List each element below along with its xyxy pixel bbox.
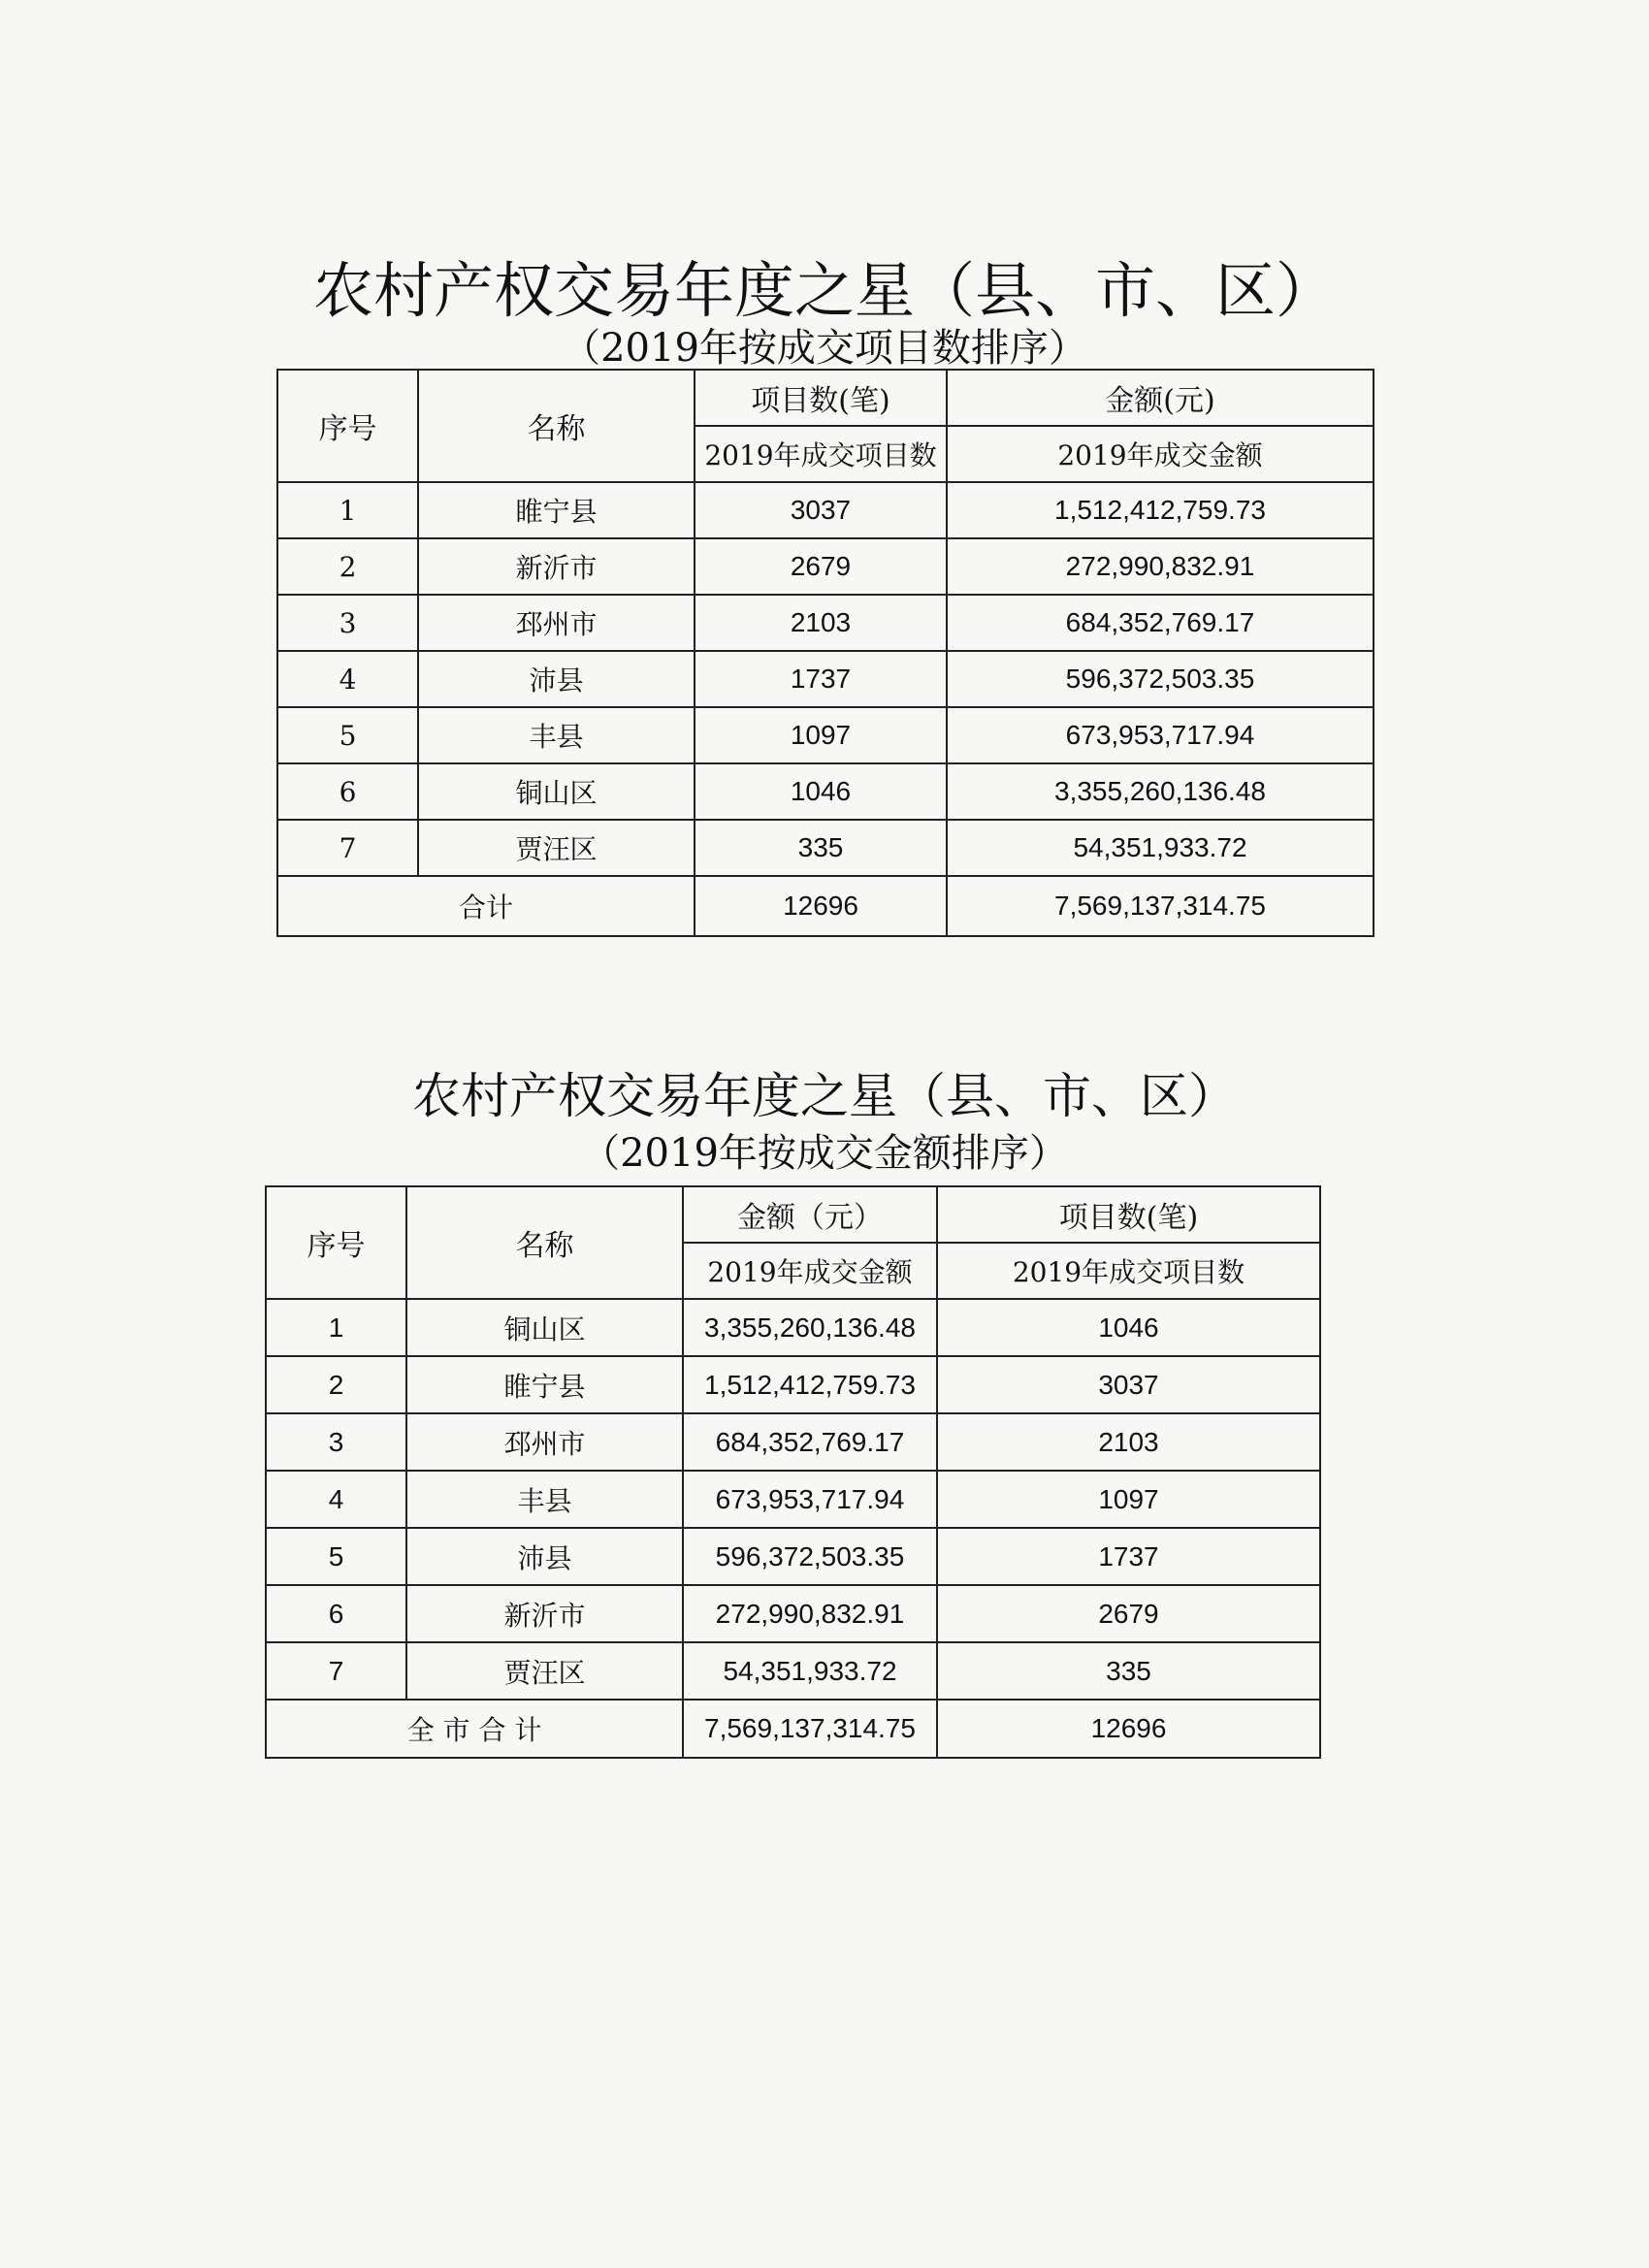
table2-row3-seq: 3 bbox=[266, 1413, 406, 1471]
table2-header-count: 项目数(笔) bbox=[937, 1186, 1320, 1243]
table2-subtitle: （2019年按成交金额排序） bbox=[581, 1131, 1068, 1176]
table1-total-count: 12696 bbox=[695, 876, 947, 936]
table2-row2-amount: 1,512,412,759.73 bbox=[683, 1356, 937, 1413]
table1-row2-seq: 2 bbox=[277, 538, 418, 595]
table2-row1-count: 1046 bbox=[937, 1299, 1320, 1356]
table2-row3-count: 2103 bbox=[937, 1413, 1320, 1471]
table2 bbox=[265, 1185, 1321, 1759]
table1-row1-seq: 1 bbox=[277, 482, 418, 538]
table1-header-name: 名称 bbox=[418, 370, 695, 482]
table1-row4-count: 1737 bbox=[695, 651, 947, 707]
table2-subheader-amount: 2019年成交金额 bbox=[683, 1243, 937, 1299]
table2-row6-count: 2679 bbox=[937, 1585, 1320, 1642]
table2-subheader-count: 2019年成交项目数 bbox=[937, 1243, 1320, 1299]
table1-row4-name: 沛县 bbox=[418, 651, 695, 707]
table-row bbox=[266, 1413, 1320, 1471]
table-total-row bbox=[277, 876, 1374, 936]
table1-row6-count: 1046 bbox=[695, 763, 947, 820]
table2-row5-count: 1737 bbox=[937, 1528, 1320, 1585]
table1-row3-count: 2103 bbox=[695, 595, 947, 651]
table-row bbox=[277, 482, 1374, 538]
table1-row2-count: 2679 bbox=[695, 538, 947, 595]
table2-header-seq: 序号 bbox=[266, 1186, 406, 1299]
table1-row3-name: 邳州市 bbox=[418, 595, 695, 651]
table-row bbox=[266, 1585, 1320, 1642]
table-row bbox=[277, 538, 1374, 595]
table1-row4-seq: 4 bbox=[277, 651, 418, 707]
table2-total-amount: 7,569,137,314.75 bbox=[683, 1700, 937, 1758]
table1-row5-name: 丰县 bbox=[418, 707, 695, 763]
table1-row7-seq: 7 bbox=[277, 820, 418, 876]
table-row bbox=[277, 595, 1374, 651]
table2-row2-count: 3037 bbox=[937, 1356, 1320, 1413]
table2-row3-name: 邳州市 bbox=[406, 1413, 683, 1471]
table2-row2-name: 睢宁县 bbox=[406, 1356, 683, 1413]
table1-subtitle: （2019年按成交项目数排序） bbox=[562, 326, 1087, 371]
table2-row1-seq: 1 bbox=[266, 1299, 406, 1356]
table-row bbox=[266, 1299, 1320, 1356]
table1-row1-name: 睢宁县 bbox=[418, 482, 695, 538]
table1-row1-count: 3037 bbox=[695, 482, 947, 538]
table1-row7-name: 贾汪区 bbox=[418, 820, 695, 876]
table2-row4-count: 1097 bbox=[937, 1471, 1320, 1528]
table-row bbox=[277, 820, 1374, 876]
table2-header-amount: 金额（元） bbox=[683, 1186, 937, 1243]
table2-row7-name: 贾汪区 bbox=[406, 1642, 683, 1700]
table2-row3-amount: 684,352,769.17 bbox=[683, 1413, 937, 1471]
table1-row1-amount: 1,512,412,759.73 bbox=[947, 482, 1374, 538]
table1-row2-name: 新沂市 bbox=[418, 538, 695, 595]
table1 bbox=[276, 369, 1374, 937]
table1-row3-seq: 3 bbox=[277, 595, 418, 651]
table-total-row bbox=[266, 1700, 1320, 1758]
table1-row2-amount: 272,990,832.91 bbox=[947, 538, 1374, 595]
table1-row4-amount: 596,372,503.35 bbox=[947, 651, 1374, 707]
table2-row4-name: 丰县 bbox=[406, 1471, 683, 1528]
table-row bbox=[266, 1471, 1320, 1528]
table2-header-name: 名称 bbox=[406, 1186, 683, 1299]
table1-total-label: 合计 bbox=[277, 876, 695, 936]
table-row bbox=[277, 651, 1374, 707]
table1-subheader-amount: 2019年成交金额 bbox=[947, 426, 1374, 482]
table1-total-amount: 7,569,137,314.75 bbox=[947, 876, 1374, 936]
table1-header-amount: 金额(元) bbox=[947, 370, 1374, 426]
table2-row1-name: 铜山区 bbox=[406, 1299, 683, 1356]
table-row bbox=[266, 1528, 1320, 1585]
table2-row5-seq: 5 bbox=[266, 1528, 406, 1585]
table-row bbox=[277, 763, 1374, 820]
table1-row6-seq: 6 bbox=[277, 763, 418, 820]
table1-title: 农村产权交易年度之星（县、市、区） bbox=[312, 255, 1336, 326]
table1-row5-amount: 673,953,717.94 bbox=[947, 707, 1374, 763]
table1-row6-name: 铜山区 bbox=[418, 763, 695, 820]
table2-row6-amount: 272,990,832.91 bbox=[683, 1585, 937, 1642]
table1-subheader-count: 2019年成交项目数 bbox=[695, 426, 947, 482]
table2-row6-name: 新沂市 bbox=[406, 1585, 683, 1642]
table2-row7-amount: 54,351,933.72 bbox=[683, 1642, 937, 1700]
table-row bbox=[266, 1642, 1320, 1700]
table2-row5-amount: 596,372,503.35 bbox=[683, 1528, 937, 1585]
table-row bbox=[266, 1356, 1320, 1413]
table2-title: 农村产权交易年度之星（县、市、区） bbox=[412, 1068, 1237, 1124]
table2-row1-amount: 3,355,260,136.48 bbox=[683, 1299, 937, 1356]
table1-row3-amount: 684,352,769.17 bbox=[947, 595, 1374, 651]
table1-row7-count: 335 bbox=[695, 820, 947, 876]
table2-row6-seq: 6 bbox=[266, 1585, 406, 1642]
table1-row5-seq: 5 bbox=[277, 707, 418, 763]
table1-header-seq: 序号 bbox=[277, 370, 418, 482]
table1-row5-count: 1097 bbox=[695, 707, 947, 763]
table2-total-label: 全 市 合 计 bbox=[266, 1700, 683, 1758]
table2-row7-count: 335 bbox=[937, 1642, 1320, 1700]
table1-row6-amount: 3,355,260,136.48 bbox=[947, 763, 1374, 820]
table2-row4-amount: 673,953,717.94 bbox=[683, 1471, 937, 1528]
table2-row2-seq: 2 bbox=[266, 1356, 406, 1413]
table2-row5-name: 沛县 bbox=[406, 1528, 683, 1585]
table1-row7-amount: 54,351,933.72 bbox=[947, 820, 1374, 876]
table-row bbox=[277, 707, 1374, 763]
table2-row4-seq: 4 bbox=[266, 1471, 406, 1528]
table2-row7-seq: 7 bbox=[266, 1642, 406, 1700]
table2-total-count: 12696 bbox=[937, 1700, 1320, 1758]
table1-header-count: 项目数(笔) bbox=[695, 370, 947, 426]
